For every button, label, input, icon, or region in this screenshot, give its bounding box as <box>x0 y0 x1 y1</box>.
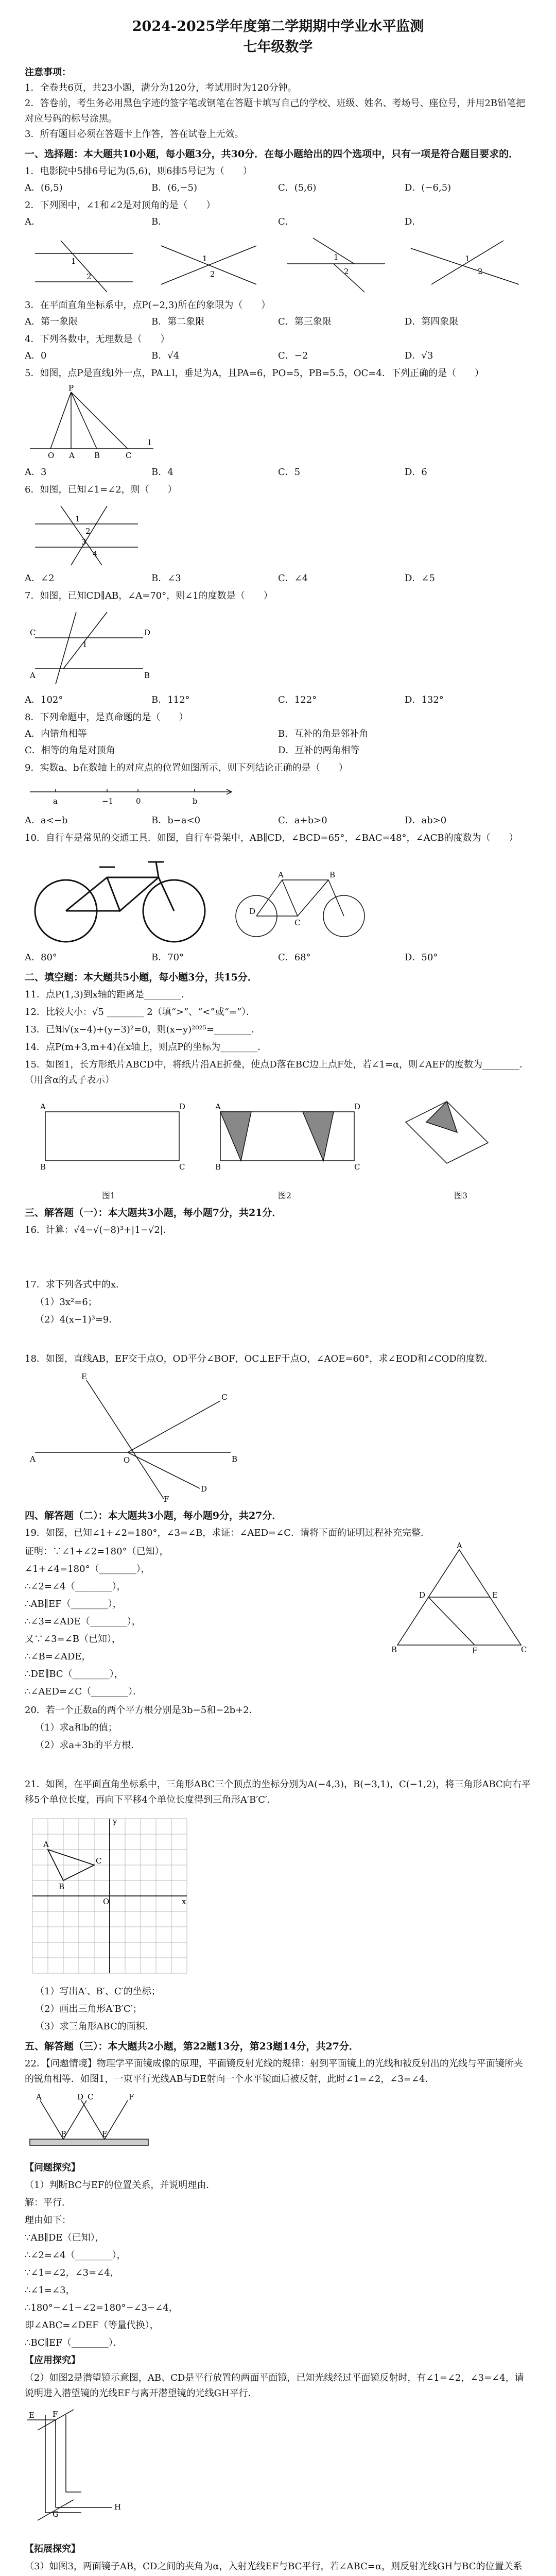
question-22: 22．【问题情境】物理学平面镜成像的原理，平面镜反射光线的规律：射到平面镜上的光线和被反射出的光线与平面镜所夹的锐角相等．如图1，一束平行光线AB与DE射向一个水平镜面后被反射，此时∠1=∠2，∠3=∠4． <box>25 2058 523 2084</box>
svg-text:A: A <box>215 1102 221 1111</box>
figure-caption: 图3 <box>454 1191 467 1200</box>
svg-text:E: E <box>81 1372 87 1381</box>
svg-text:G: G <box>53 2510 59 2519</box>
section-1-heading: 一、选择题：本大题共10小题，每小题3分，共30分．在每小题给出的四个选项中，只有一项是符合题目要求的． <box>25 148 519 160</box>
svg-text:P: P <box>68 384 74 393</box>
question-9-figure <box>25 779 531 810</box>
figure-caption: 图1 <box>102 1191 116 1200</box>
svg-text:2: 2 <box>85 527 91 536</box>
svg-text:2: 2 <box>86 272 92 281</box>
exam-title: 2024-2025学年度第二学期期中学业水平监测 <box>132 19 424 35</box>
svg-text:B: B <box>232 1454 238 1464</box>
svg-text:2: 2 <box>344 267 349 276</box>
question-22-figure-1 <box>25 2090 531 2157</box>
svg-text:B: B <box>59 1882 65 1891</box>
option[interactable]: B． <box>151 216 168 227</box>
option[interactable]: A． <box>25 216 41 227</box>
svg-text:B: B <box>144 671 150 680</box>
svg-text:F: F <box>164 1495 169 1504</box>
svg-text:E: E <box>102 2129 108 2139</box>
perpendicular-figure <box>25 384 159 462</box>
bicycle-figure <box>25 849 385 947</box>
svg-text:A: A <box>457 1542 462 1550</box>
svg-text:F: F <box>53 2410 58 2419</box>
option[interactable]: A．102° <box>25 694 63 705</box>
proof-line: 解：平行． <box>25 2197 71 2208</box>
svg-text:D: D <box>419 1590 426 1600</box>
svg-text:H: H <box>114 2502 121 2512</box>
answer-space <box>25 1239 531 1275</box>
question-2-options <box>25 214 531 230</box>
figure-caption: 图2 <box>277 1191 292 1200</box>
svg-text:−1: −1 <box>102 796 114 806</box>
option[interactable]: C．第三象限 <box>278 316 332 327</box>
option[interactable]: A．a<−b <box>25 815 68 826</box>
proof-line: ∴∠1=∠3， <box>25 2285 75 2296</box>
option[interactable]: D．互补的两角相等 <box>278 745 360 756</box>
proof-line: ∴∠B=∠ADE， <box>25 1651 91 1662</box>
svg-text:B: B <box>94 451 100 460</box>
question-3-options <box>25 314 531 330</box>
question-20: 20．若一个正数a的两个平方根分别是3b−5和−2b+2． <box>25 1705 258 1716</box>
question-17-part-1: （1）3x²=6； <box>35 1297 97 1308</box>
question-9: 9．实数a、b在数轴上的对应点的位置如图所示，则下列结论正确的是（ ） <box>25 762 348 773</box>
question-2-figures <box>25 233 531 295</box>
option[interactable]: A．80° <box>25 952 57 963</box>
option[interactable]: D． <box>405 216 422 227</box>
svg-text:D: D <box>77 2092 84 2102</box>
svg-text:B: B <box>61 2129 67 2139</box>
svg-text:A: A <box>69 451 75 460</box>
option[interactable]: D．√3 <box>405 350 433 361</box>
svg-text:y: y <box>113 1817 117 1826</box>
question-7: 7．如图，已知CD∥AB，∠A=70°，则∠1的度数是（ ） <box>25 590 273 601</box>
question-6-figure <box>25 501 531 568</box>
periscope-figure <box>25 2404 128 2538</box>
svg-text:A: A <box>43 1840 49 1849</box>
svg-text:x: x <box>182 1897 186 1906</box>
option[interactable]: D．∠5 <box>405 573 435 584</box>
svg-text:D: D <box>179 1102 186 1111</box>
triangle-proof-figure <box>387 1542 531 1655</box>
svg-text:C: C <box>294 918 301 927</box>
svg-text:a: a <box>53 796 58 806</box>
coordinate-grid <box>25 1811 195 1981</box>
exam-subtitle: 七年级数学 <box>243 39 313 55</box>
question-17-part-2: （2）4(x−1)³=9． <box>35 1314 118 1325</box>
option[interactable]: D．ab>0 <box>405 815 447 826</box>
option[interactable]: B．∠3 <box>151 573 181 584</box>
option[interactable]: C．68° <box>278 952 311 963</box>
svg-text:C: C <box>30 628 36 637</box>
question-10-figure <box>25 849 531 947</box>
parallel-angles-figure <box>25 501 148 568</box>
proof-line: 又∵∠3=∠B（已知）， <box>25 1634 121 1645</box>
option[interactable]: B．112° <box>151 694 190 705</box>
option[interactable]: D．50° <box>405 952 438 963</box>
question-21-part-3: （3）求三角形ABC的面积． <box>35 2021 154 2032</box>
option[interactable]: D．6 <box>405 467 427 478</box>
question-5: 5．如图，点P是直线l外一点，PA⊥l，垂足为A，且PA=6，PO=5，PB=5.5，OC=4．下列正确的是（ ） <box>25 368 484 379</box>
intersecting-lines-figure <box>25 1370 241 1504</box>
option[interactable]: A．内错角相等 <box>25 728 87 739</box>
option[interactable]: A．第一象限 <box>25 316 78 327</box>
option[interactable]: C． <box>278 216 294 227</box>
question-22-extension-heading: 【拓展探究】 <box>25 2544 80 2554</box>
proof-line[interactable]: ∴AB∥EF（________）， <box>25 1599 122 1609</box>
question-16: 16．计算：√4−√(−8)³+|1−√2|． <box>25 1225 172 1235</box>
svg-text:C: C <box>221 1393 228 1402</box>
question-22-application-heading: 【应用探究】 <box>25 2355 80 2366</box>
section-3-heading: 三、解答题（一）：本大题共3小题，每小题7分，共21分． <box>25 1207 282 1218</box>
svg-text:O: O <box>103 1897 110 1906</box>
note-2: 2．答卷前，考生务必用黑色字迹的签字笔或钢笔在答题卡填写自己的学校、班级、姓名、考场号、座位号，并用2B铅笔把对应号码的标号涂黑。 <box>25 98 526 124</box>
question-1: 1．电影院中5排6号记为(5,6)，则6排5号记为（ ） <box>25 166 252 177</box>
svg-text:F: F <box>472 1646 478 1655</box>
question-22-model-heading: 【问题探究】 <box>25 2162 80 2173</box>
svg-text:B: B <box>391 1645 397 1654</box>
question-19-body <box>25 1542 531 1701</box>
notes-heading: 注意事项： <box>25 67 71 78</box>
option[interactable]: B．b−a<0 <box>151 815 201 826</box>
svg-text:E: E <box>492 1590 498 1600</box>
option[interactable]: C．5 <box>278 467 301 478</box>
svg-text:1: 1 <box>82 640 88 649</box>
svg-text:B: B <box>40 1162 46 1172</box>
proof-line: ∵AB∥DE（已知）， <box>25 2232 105 2243</box>
parallel-lines-figure <box>25 607 159 689</box>
question-15: 15．如图1，长方形纸片ABCD中，将纸片沿AE折叠，使点D落在BC边上点F处，若∠1=α，则∠AEF的度数为________．（用含α的式子表示） <box>25 1059 529 1086</box>
question-5-figure <box>25 384 531 462</box>
svg-text:C: C <box>354 1162 360 1172</box>
svg-text:1: 1 <box>71 257 76 266</box>
svg-text:O: O <box>48 451 55 460</box>
svg-text:C: C <box>96 1856 102 1866</box>
question-22-part-2: （2）如图2是潜望镜示意图，AB、CD是平行放置的两面平面镜，已知光线经过平面镜反射时，有∠1=∠2，∠3=∠4，请说明进入潜望镜的光线EF与离开潜望镜的光线GH平行． <box>25 2372 524 2399</box>
question-22-figure-2 <box>25 2404 531 2538</box>
option[interactable]: B．第二象限 <box>151 316 205 327</box>
svg-text:2: 2 <box>210 269 215 279</box>
svg-text:2: 2 <box>478 267 483 276</box>
proof-line[interactable]: ∴∠AED=∠C（________）． <box>25 1686 143 1697</box>
svg-text:l: l <box>148 438 151 447</box>
svg-text:C: C <box>521 1645 527 1654</box>
question-6: 6．如图，已知∠1=∠2，则（ ） <box>25 484 177 495</box>
mirror-reflection-figure <box>25 2090 159 2157</box>
svg-text:B: B <box>329 870 336 879</box>
svg-text:E: E <box>29 2411 34 2420</box>
question-7-options <box>25 692 531 708</box>
svg-text:A: A <box>40 1102 46 1111</box>
proof-lines <box>25 1542 387 1701</box>
option[interactable]: D．第四象限 <box>405 316 459 327</box>
question-18-figure <box>25 1370 531 1504</box>
question-20-part-2: （2）求a+3b的平方根． <box>35 1740 141 1751</box>
svg-text:D: D <box>144 628 151 637</box>
proof-line: 理由如下： <box>25 2215 71 2226</box>
proof-line: 即∠ABC=∠DEF（等量代换）， <box>25 2320 159 2331</box>
question-14: 14．点P(m+3,m+4)在x轴上，则点P的坐标为________． <box>25 1042 267 1053</box>
option[interactable]: C．相等的角是对顶角 <box>25 745 115 756</box>
option[interactable]: C．122° <box>278 694 317 705</box>
proof-line[interactable]: ∴∠2=∠4（________）， <box>25 1581 126 1592</box>
svg-text:D: D <box>354 1102 361 1111</box>
option[interactable]: D．132° <box>405 694 444 705</box>
question-7-figure <box>25 607 531 689</box>
svg-text:B: B <box>215 1162 221 1172</box>
number-line <box>25 779 241 810</box>
proof-line: ∴180°−∠1−∠2=180°−∠3−∠4， <box>25 2302 178 2313</box>
proof-line[interactable]: ∴∠2=∠4（________）， <box>25 2250 126 2261</box>
svg-text:C: C <box>179 1162 185 1172</box>
question-10: 10．自行车是常见的交通工具．如图，自行车骨架中，AB∥CD，∠BCD=65°，∠BAC=48°，∠ACB的度数为（ ） <box>25 833 518 843</box>
question-11: 11．点P(1,3)到x轴的距离是________． <box>25 989 190 1000</box>
question-19: 19．如图，已知∠1+∠2=180°，∠3=∠B，求证：∠AED=∠C．请将下面的证明过程补充完整． <box>25 1528 430 1538</box>
svg-text:C: C <box>126 451 132 460</box>
question-22-part-3: （3）如图3，两面镜子AB，CD之间的夹角为α，入射光线EF与BC平行，若∠ABC=α，则反射光线GH与BC的位置关系 <box>25 2561 523 2572</box>
option[interactable]: B．4 <box>151 467 173 478</box>
question-4: 4．下列各数中，无理数是（ ） <box>25 334 170 345</box>
svg-text:A: A <box>278 870 284 879</box>
svg-text:A: A <box>30 1454 36 1464</box>
svg-text:D: D <box>249 907 256 916</box>
svg-text:0: 0 <box>136 796 141 806</box>
proof-line[interactable]: ∴DE∥BC（________）， <box>25 1669 124 1680</box>
proof-line[interactable]: ∴BC∥EF（________）． <box>25 2337 123 2348</box>
question-21-figure <box>25 1811 531 1981</box>
svg-text:1: 1 <box>75 514 80 523</box>
svg-text:b: b <box>193 796 198 806</box>
svg-text:4: 4 <box>93 549 98 558</box>
option[interactable]: C．−2 <box>278 350 308 361</box>
question-1-options <box>25 180 531 196</box>
question-4-options <box>25 348 531 364</box>
svg-text:1: 1 <box>202 254 207 263</box>
option[interactable]: B．70° <box>151 952 184 963</box>
folding-figures <box>25 1091 529 1189</box>
proof-line: ∵∠1=∠2，∠3=∠4， <box>25 2267 119 2278</box>
question-8: 8．下列命题中，是真命题的是（ ） <box>25 712 188 723</box>
svg-text:F: F <box>129 2092 134 2102</box>
section-4-heading: 四、解答题（二）：本大题共3小题，每小题9分，共27分． <box>25 1510 282 1521</box>
option[interactable]: A．(6,5) <box>25 182 63 193</box>
question-21-part-2: （2）画出三角形A′B′C′； <box>35 2004 142 2014</box>
question-3: 3．在平面直角坐标系中，点P(−2,3)所在的象限为（ ） <box>25 300 271 311</box>
question-8-options-row-1 <box>25 726 531 742</box>
question-10-options <box>25 950 531 965</box>
question-20-part-1: （1）求a和b的值； <box>35 1722 117 1733</box>
question-8-options-row-2 <box>25 743 531 758</box>
svg-text:3: 3 <box>81 537 86 547</box>
option[interactable]: C．a+b>0 <box>278 815 327 826</box>
answer-space <box>25 1329 531 1349</box>
option[interactable]: A．∠2 <box>25 573 55 584</box>
option[interactable]: B．√4 <box>151 350 180 361</box>
section-2-heading: 二、填空题：本大题共5小题，每小题3分，共15分． <box>25 972 257 983</box>
question-15-figures <box>25 1091 531 1201</box>
option[interactable]: C．∠4 <box>278 573 308 584</box>
figure-captions <box>25 1189 488 1201</box>
option[interactable]: D．(−6,5) <box>405 182 451 193</box>
note-3: 3．所有题目必须在答题卡上作答，答在试卷上无效。 <box>25 129 244 140</box>
svg-text:O: O <box>124 1455 130 1465</box>
question-5-options <box>25 465 531 480</box>
option[interactable]: B．互补的角是邻补角 <box>278 728 369 739</box>
question-12: 12．比较大小：√5 ________ 2（填“>”、“<”或“=”）． <box>25 1007 256 1018</box>
svg-text:A: A <box>30 671 36 680</box>
proof-line: 证明：∵∠1+∠2=180°（已知）， <box>25 1546 169 1557</box>
svg-text:1: 1 <box>334 252 339 262</box>
question-17: 17．求下列各式中的x． <box>25 1279 126 1290</box>
answer-space <box>25 1754 531 1775</box>
question-22-part-1: （1）判断BC与EF的位置关系，并说明理由． <box>25 2180 216 2191</box>
angle-figures <box>25 233 529 295</box>
svg-text:C: C <box>88 2092 94 2102</box>
option[interactable]: A．3 <box>25 467 47 478</box>
question-6-options <box>25 571 531 586</box>
question-13: 13．已知√(x−4)+(y−3)²=0，则(x−y)²⁰²⁵=________． <box>25 1024 261 1035</box>
proof-line[interactable]: ∠1+∠4=180°（________）， <box>25 1564 150 1574</box>
note-1: 1．全卷共6页，共23小题，满分为120分，考试用时为120分钟。 <box>25 82 297 93</box>
option[interactable]: C．(5,6) <box>278 182 317 193</box>
proof-line[interactable]: ∴∠3=∠ADE（________）， <box>25 1616 141 1627</box>
option[interactable]: B．(6,−5) <box>151 182 197 193</box>
svg-text:1: 1 <box>465 254 470 263</box>
option[interactable]: A．0 <box>25 350 47 361</box>
question-21: 21．如图，在平面直角坐标系中，三角形ABC三个顶点的坐标分别为A(−4,3)，B(−3,1)，C(−1,2)，将三角形ABC向右平移5个单位长度，再向下平移4个单位长度得到三角形A′B′C′． <box>25 1779 531 1805</box>
question-2: 2．下列图中，∠1和∠2是对顶角的是（ ） <box>25 200 216 211</box>
question-21-part-1: （1）写出A′、B′、C′的坐标； <box>35 1986 161 1997</box>
svg-text:D: D <box>201 1484 207 1494</box>
section-5-heading: 五、解答题（三）：本大题共2小题，第22题13分，第23题14分，共27分． <box>25 2041 359 2052</box>
question-18: 18．如图，直线AB，EF交于点O，OD平分∠BOF，OC⊥EF于点O，∠AOE=60°，求∠EOD和∠COD的度数． <box>25 1353 494 1364</box>
svg-text:A: A <box>36 2092 42 2102</box>
question-9-options <box>25 813 531 828</box>
